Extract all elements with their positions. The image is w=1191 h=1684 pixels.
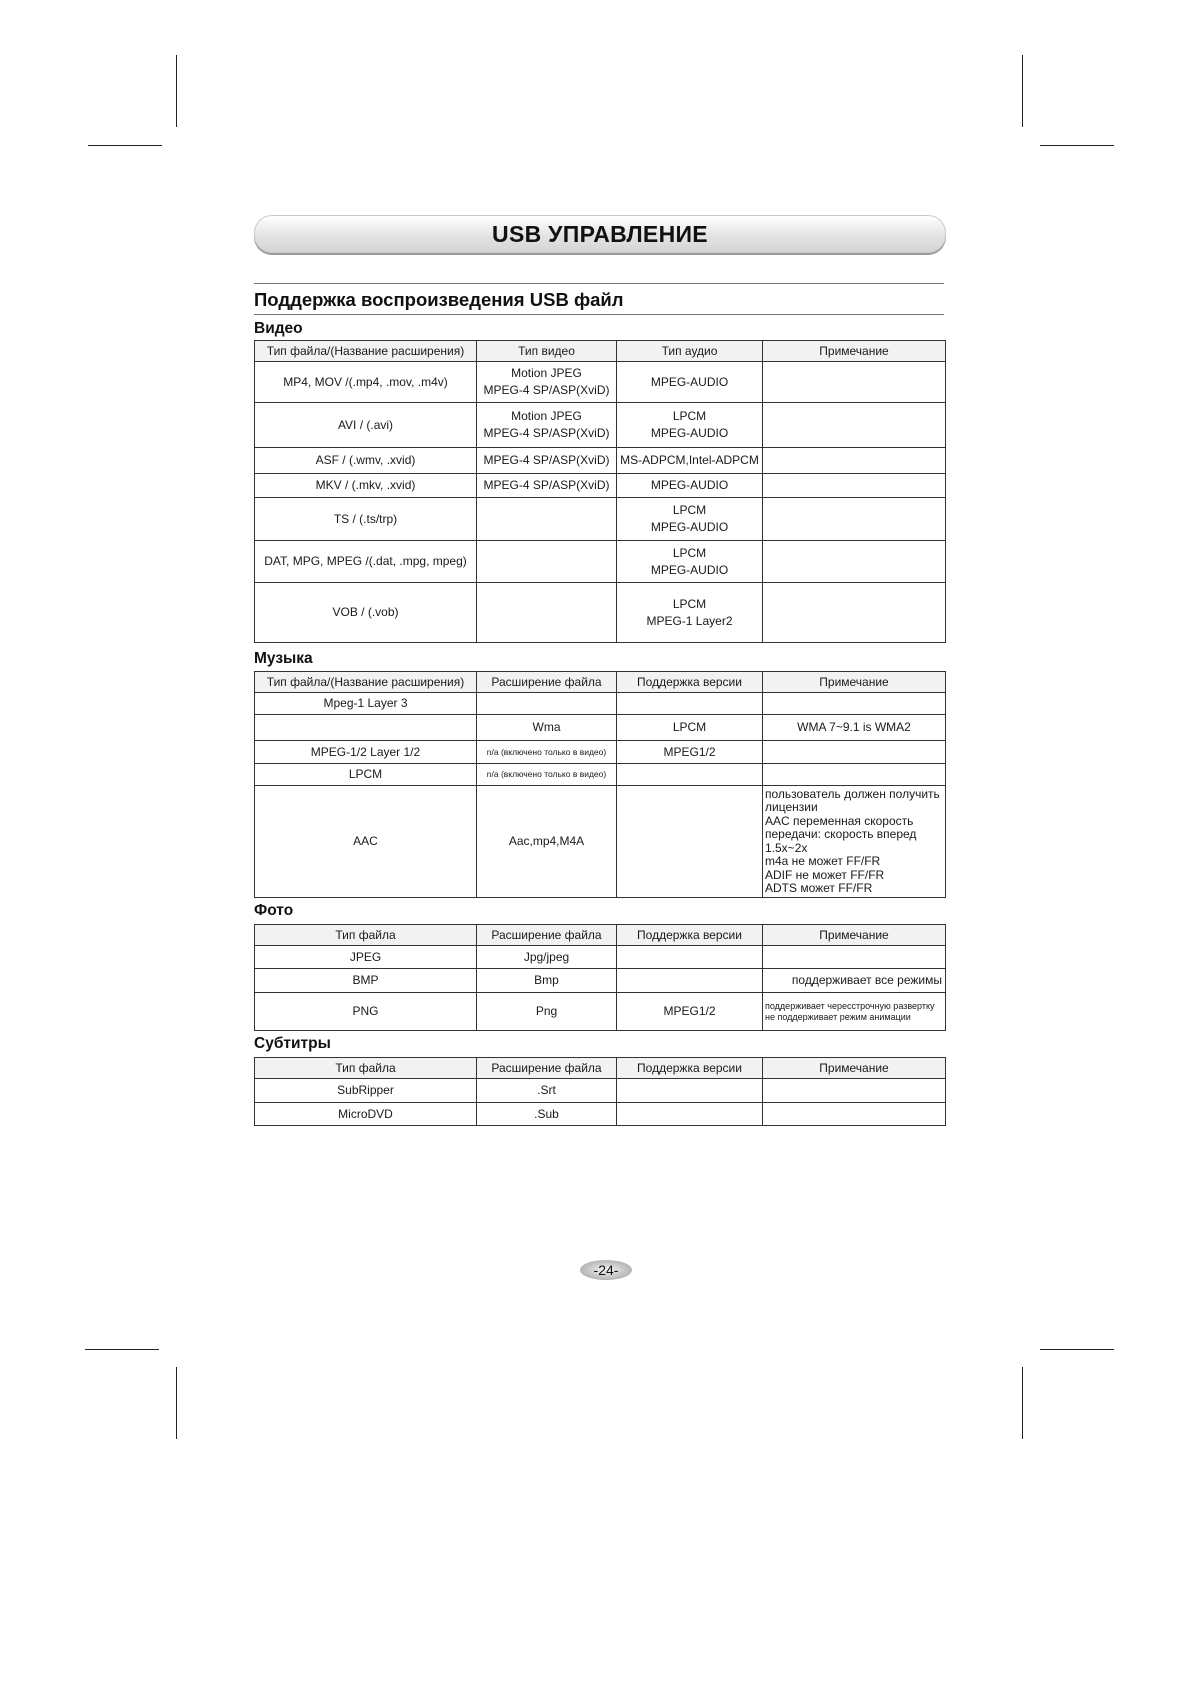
table-cell: MPEG-AUDIO (617, 474, 763, 498)
table-cell: PNG (255, 993, 477, 1031)
table-cell (617, 946, 763, 969)
video-table (254, 340, 946, 643)
crop-mark (176, 55, 177, 127)
table-cell (617, 1079, 763, 1103)
table-row (255, 498, 946, 541)
table-cell: LPCM MPEG-AUDIO (617, 541, 763, 583)
table-row (255, 741, 946, 764)
subtitles-title: Субтитры (254, 1035, 331, 1052)
table-cell: TS / (.ts/trp) (255, 498, 477, 541)
section-title: Поддержка воспроизведения USB файл (254, 289, 624, 310)
table-cell: поддерживает чересстрочную развертку не поддерживает режим анимации (763, 993, 946, 1031)
video-title: Видео (254, 320, 303, 337)
table-cell (477, 693, 617, 715)
crop-mark (1040, 145, 1114, 146)
crop-mark (85, 1349, 159, 1350)
column-header: Поддержка версии (617, 672, 763, 693)
table-cell: Wma (477, 715, 617, 741)
table-cell (763, 498, 946, 541)
table-cell (763, 541, 946, 583)
table-cell (617, 764, 763, 786)
column-header: Тип файла (255, 925, 477, 946)
table-cell: Bmp (477, 969, 617, 993)
photo-table (254, 924, 946, 1031)
page-number-badge (580, 1260, 632, 1280)
music-title: Музыка (254, 650, 313, 667)
crop-mark (1040, 1349, 1114, 1350)
table-cell: пользователь должен получить лицензии AAC переменная скорость передачи: скорость вперед 1.5x~2x m4a не может FF/FR ADIF не может FF/FR ADTS может FF/FR (763, 786, 946, 898)
table-cell: MPEG-4 SP/ASP(XviD) (477, 448, 617, 474)
section-rule-top (254, 283, 944, 284)
table-cell: JPEG (255, 946, 477, 969)
table-header-row (255, 1058, 946, 1079)
column-header: Примечание (763, 341, 946, 362)
column-header: Расширение файла (477, 925, 617, 946)
page-title: USB УПРАВЛЕНИЕ (492, 220, 708, 247)
table-cell: BMP (255, 969, 477, 993)
table-cell: .Sub (477, 1103, 617, 1126)
table-cell (763, 764, 946, 786)
column-header: Тип файла/(Название расширения) (255, 672, 477, 693)
table-cell: SubRipper (255, 1079, 477, 1103)
table-cell: LPCM (617, 715, 763, 741)
table-row (255, 693, 946, 715)
table-cell (763, 403, 946, 448)
table-cell (763, 362, 946, 403)
table-cell (477, 498, 617, 541)
column-header: Расширение файла (477, 1058, 617, 1079)
table-cell: Motion JPEG MPEG-4 SP/ASP(XviD) (477, 362, 617, 403)
column-header: Тип видео (477, 341, 617, 362)
table-cell (763, 1079, 946, 1103)
music-table (254, 671, 946, 898)
subtitles-table (254, 1057, 946, 1126)
table-row (255, 474, 946, 498)
column-header: Примечание (763, 925, 946, 946)
table-cell: MPEG-AUDIO (617, 362, 763, 403)
table-row (255, 946, 946, 969)
table-cell: LPCM MPEG-AUDIO (617, 403, 763, 448)
table-cell (477, 541, 617, 583)
table-cell: Png (477, 993, 617, 1031)
table-cell (617, 1103, 763, 1126)
table-cell: AVI / (.avi) (255, 403, 477, 448)
table-header-row (255, 341, 946, 362)
table-cell: MicroDVD (255, 1103, 477, 1126)
column-header: Поддержка версии (617, 925, 763, 946)
table-cell: LPCM MPEG-1 Layer2 (617, 583, 763, 643)
column-header: Тип файла/(Название расширения) (255, 341, 477, 362)
column-header: Тип аудио (617, 341, 763, 362)
table-row (255, 403, 946, 448)
table-cell: Aac,mp4,M4A (477, 786, 617, 898)
table-cell: LPCM MPEG-AUDIO (617, 498, 763, 541)
table-cell (763, 741, 946, 764)
table-row (255, 715, 946, 741)
table-cell (763, 583, 946, 643)
photo-title: Фото (254, 902, 294, 919)
column-header: Расширение файла (477, 672, 617, 693)
table-cell: MPEG-1/2 Layer 1/2 (255, 741, 477, 764)
table-cell (763, 448, 946, 474)
table-cell (617, 786, 763, 898)
table-cell (763, 693, 946, 715)
column-header: Поддержка версии (617, 1058, 763, 1079)
table-row (255, 448, 946, 474)
table-cell: MPEG-4 SP/ASP(XviD) (477, 474, 617, 498)
table-cell (763, 474, 946, 498)
table-cell (255, 715, 477, 741)
table-cell (763, 946, 946, 969)
table-row (255, 764, 946, 786)
table-row (255, 969, 946, 993)
table-row (255, 786, 946, 898)
column-header: Примечание (763, 672, 946, 693)
table-cell: Motion JPEG MPEG-4 SP/ASP(XviD) (477, 403, 617, 448)
table-cell: MP4, MOV /(.mp4, .mov, .m4v) (255, 362, 477, 403)
table-row (255, 362, 946, 403)
table-cell: Jpg/jpeg (477, 946, 617, 969)
table-cell: ASF / (.wmv, .xvid) (255, 448, 477, 474)
table-cell: n/a (включено только в видео) (477, 741, 617, 764)
table-header-row (255, 672, 946, 693)
column-header: Тип файла (255, 1058, 477, 1079)
table-cell (763, 1103, 946, 1126)
table-cell: .Srt (477, 1079, 617, 1103)
table-cell: MKV / (.mkv, .xvid) (255, 474, 477, 498)
crop-mark (88, 145, 162, 146)
page-number: -24- (593, 1262, 619, 1278)
table-cell: AAC (255, 786, 477, 898)
table-cell: Mpeg-1 Layer 3 (255, 693, 477, 715)
table-row (255, 583, 946, 643)
table-row (255, 993, 946, 1031)
table-cell: MPEG1/2 (617, 993, 763, 1031)
table-row (255, 1103, 946, 1126)
table-row (255, 1079, 946, 1103)
page-title-banner (254, 215, 946, 253)
table-cell: WMA 7~9.1 is WMA2 (763, 715, 946, 741)
table-cell: поддерживает все режимы (763, 969, 946, 993)
table-cell: VOB / (.vob) (255, 583, 477, 643)
table-cell: DAT, MPG, MPEG /(.dat, .mpg, mpeg) (255, 541, 477, 583)
table-cell (617, 969, 763, 993)
table-cell (617, 693, 763, 715)
table-cell: LPCM (255, 764, 477, 786)
table-cell (477, 583, 617, 643)
crop-mark (1022, 1367, 1023, 1439)
table-cell: MPEG1/2 (617, 741, 763, 764)
column-header: Примечание (763, 1058, 946, 1079)
table-cell: MS-ADPCM,Intel-ADPCM (617, 448, 763, 474)
crop-mark (176, 1367, 177, 1439)
table-row (255, 541, 946, 583)
table-cell: n/a (включено только в видео) (477, 764, 617, 786)
crop-mark (1022, 55, 1023, 127)
section-rule-bottom (254, 314, 944, 315)
table-header-row (255, 925, 946, 946)
